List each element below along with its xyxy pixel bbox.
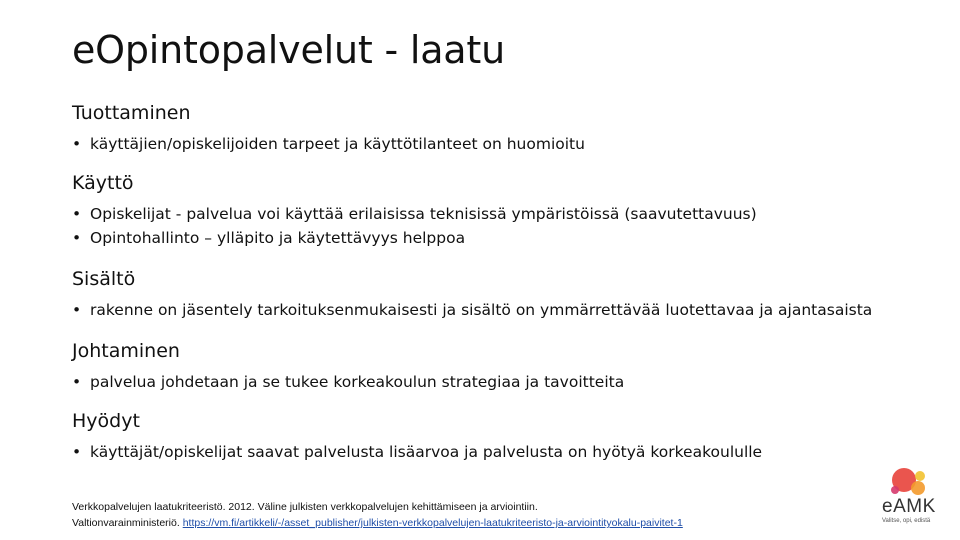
section-kaytto bbox=[72, 170, 932, 266]
section-heading: Käyttö bbox=[72, 172, 134, 194]
bullet-list bbox=[72, 132, 932, 156]
bullet-text: käyttäjät/opiskelijat saavat palvelusta lisäarvoa ja palvelusta on hyötyä korkeakoululle bbox=[90, 443, 763, 461]
citation-line-2 bbox=[72, 515, 683, 531]
bullet-text: käyttäjien/opiskelijoiden tarpeet ja käyttötilanteet on huomioitu bbox=[90, 135, 585, 153]
bullet-item bbox=[72, 298, 932, 322]
citation-line-1: Verkkopalvelujen laatukriteeristö. 2012. Väline julkisten verkkopalvelujen kehittämiseen ja arviointiin. bbox=[72, 501, 538, 513]
bullet-item bbox=[72, 440, 932, 464]
bullet-list bbox=[72, 440, 932, 464]
eamk-logo-tagline: Valitse, opi, edistä bbox=[882, 518, 931, 524]
bullet-item bbox=[72, 132, 932, 156]
section-heading: Johtaminen bbox=[72, 340, 180, 362]
bullet-list bbox=[72, 298, 932, 322]
bullet-list bbox=[72, 370, 932, 394]
bullet-dot-icon: • bbox=[72, 205, 82, 223]
bullet-text: Opintohallinto – ylläpito ja käytettävyys helppoa bbox=[90, 229, 466, 247]
bullet-dot-icon: • bbox=[72, 373, 82, 391]
section-heading: Sisältö bbox=[72, 268, 136, 290]
bullet-dot-icon: • bbox=[72, 301, 82, 319]
eamk-logo bbox=[876, 466, 948, 528]
source-citation bbox=[72, 499, 683, 531]
bullet-dot-icon: • bbox=[72, 135, 82, 153]
section-hyodyt bbox=[72, 408, 932, 468]
bullet-text: palvelua johdetaan ja se tukee korkeakoulun strategiaa ja tavoitteita bbox=[90, 373, 625, 391]
slide-title: eOpintopalvelut - laatu bbox=[72, 28, 505, 72]
bullet-dot-icon: • bbox=[72, 443, 82, 461]
section-heading: Tuottaminen bbox=[72, 102, 191, 124]
slide-content bbox=[72, 100, 932, 468]
citation-publisher: Valtionvarainministeriö. bbox=[72, 517, 183, 529]
bullet-item bbox=[72, 226, 932, 250]
section-tuottaminen bbox=[72, 100, 932, 170]
bullet-text: Opiskelijat - palvelua voi käyttää erilaisissa teknisissä ympäristöissä (saavutettavuus) bbox=[90, 205, 757, 223]
section-heading: Hyödyt bbox=[72, 410, 140, 432]
bullet-item bbox=[72, 202, 932, 226]
bullet-dot-icon: • bbox=[72, 229, 82, 247]
bullet-list bbox=[72, 202, 932, 250]
citation-link[interactable]: https://vm.fi/artikkeli/-/asset_publisher/julkisten-verkkopalvelujen-laatukriteeristo-ja-arviointityokalu-paivitet-1 bbox=[182, 517, 683, 529]
eamk-logo-text: eAMK bbox=[882, 496, 936, 517]
bullet-item bbox=[72, 370, 932, 394]
bullet-text: rakenne on jäsentely tarkoituksenmukaisesti ja sisältö on ymmärrettävää luotettavaa ja ajantasaista bbox=[90, 301, 873, 319]
section-johtaminen bbox=[72, 338, 932, 408]
section-sisalto bbox=[72, 266, 932, 338]
